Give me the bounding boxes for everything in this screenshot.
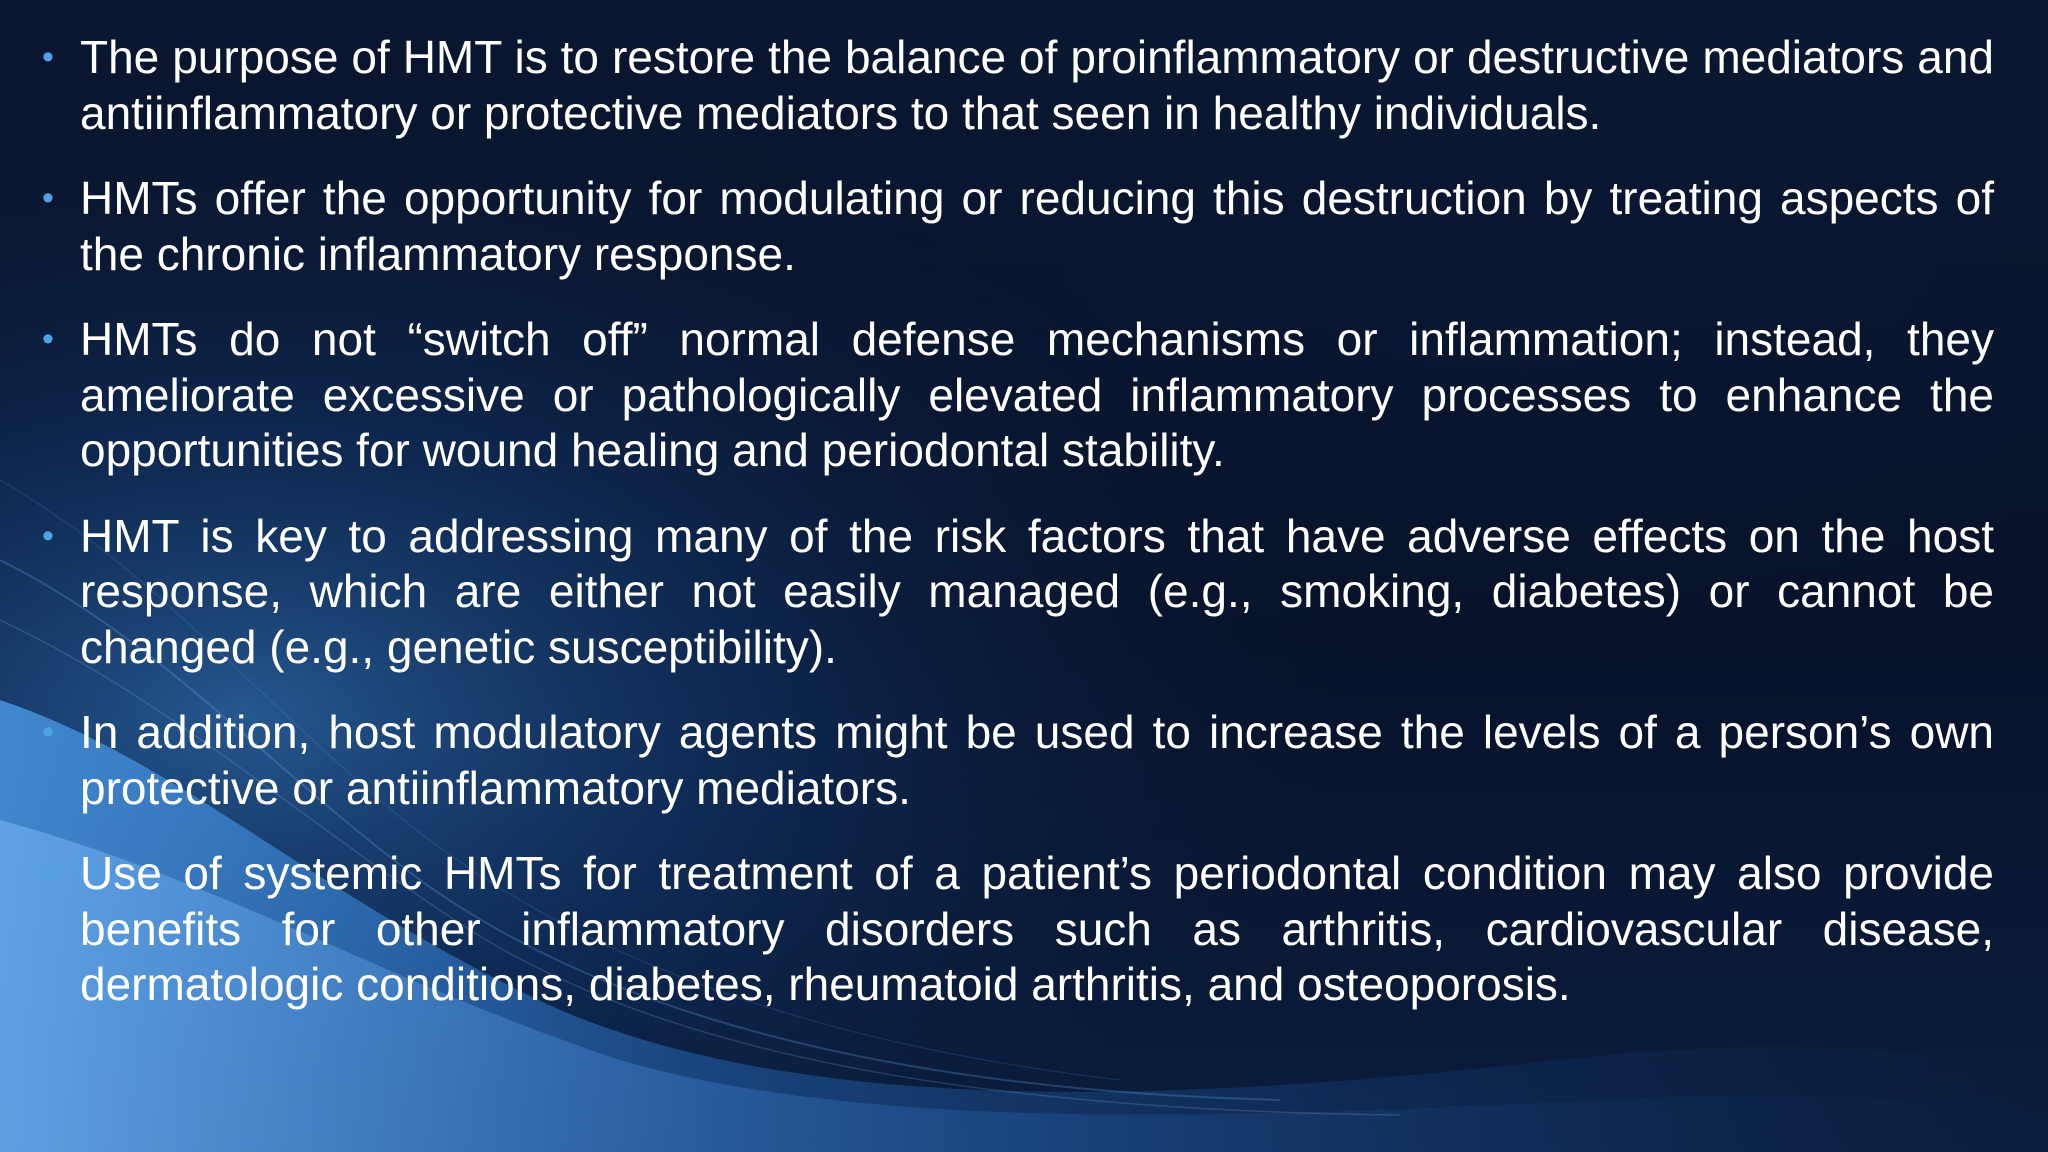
bullet-text: The purpose of HMT is to restore the balance of proinflammatory or destructive mediators and antiinflammatory or protective mediators to that seen in healthy individuals. xyxy=(80,31,1994,139)
bullet-marker: • xyxy=(42,713,54,751)
bullet-text: HMTs do not “switch off” normal defense mechanisms or inflammation; instead, they ameliorate excessive or pathologically elevated inflammatory processes to enhance the opportunities for wound healing and periodontal stability. xyxy=(80,313,1994,476)
bullet-text: HMTs offer the opportunity for modulating or reducing this destruction by treating aspects of the chronic inflammatory response. xyxy=(80,172,1994,280)
bullet-marker: • xyxy=(42,320,54,358)
bullet-text: In addition, host modulatory agents might be used to increase the levels of a person’s own protective or antiinflammatory mediators. xyxy=(80,706,1994,814)
bullet-item xyxy=(38,705,1994,816)
bullet-text: Use of systemic HMTs for treatment of a patient’s periodontal condition may also provide benefits for other inflammatory disorders such as arthritis, cardiovascular disease, dermatologic conditions, diabetes, rheumatoid arthritis, and osteoporosis. xyxy=(80,847,1994,1010)
bullet-marker: • xyxy=(42,38,54,76)
bullet-item xyxy=(38,312,1994,479)
bullet-item xyxy=(38,171,1994,282)
bullet-marker: • xyxy=(42,179,54,217)
bullet-marker: • xyxy=(42,516,54,555)
bullet-item xyxy=(38,509,1994,676)
bullet-item xyxy=(38,30,1994,141)
bullet-marker: • xyxy=(42,854,54,892)
bullet-text: HMT is key to addressing many of the risk factors that have adverse effects on the host response, which are either not easily managed (e.g., smoking, diabetes) or cannot be changed (e.g., genetic susceptibility). xyxy=(80,509,1994,673)
bullet-list xyxy=(38,30,1994,1043)
bullet-item xyxy=(38,846,1994,1013)
